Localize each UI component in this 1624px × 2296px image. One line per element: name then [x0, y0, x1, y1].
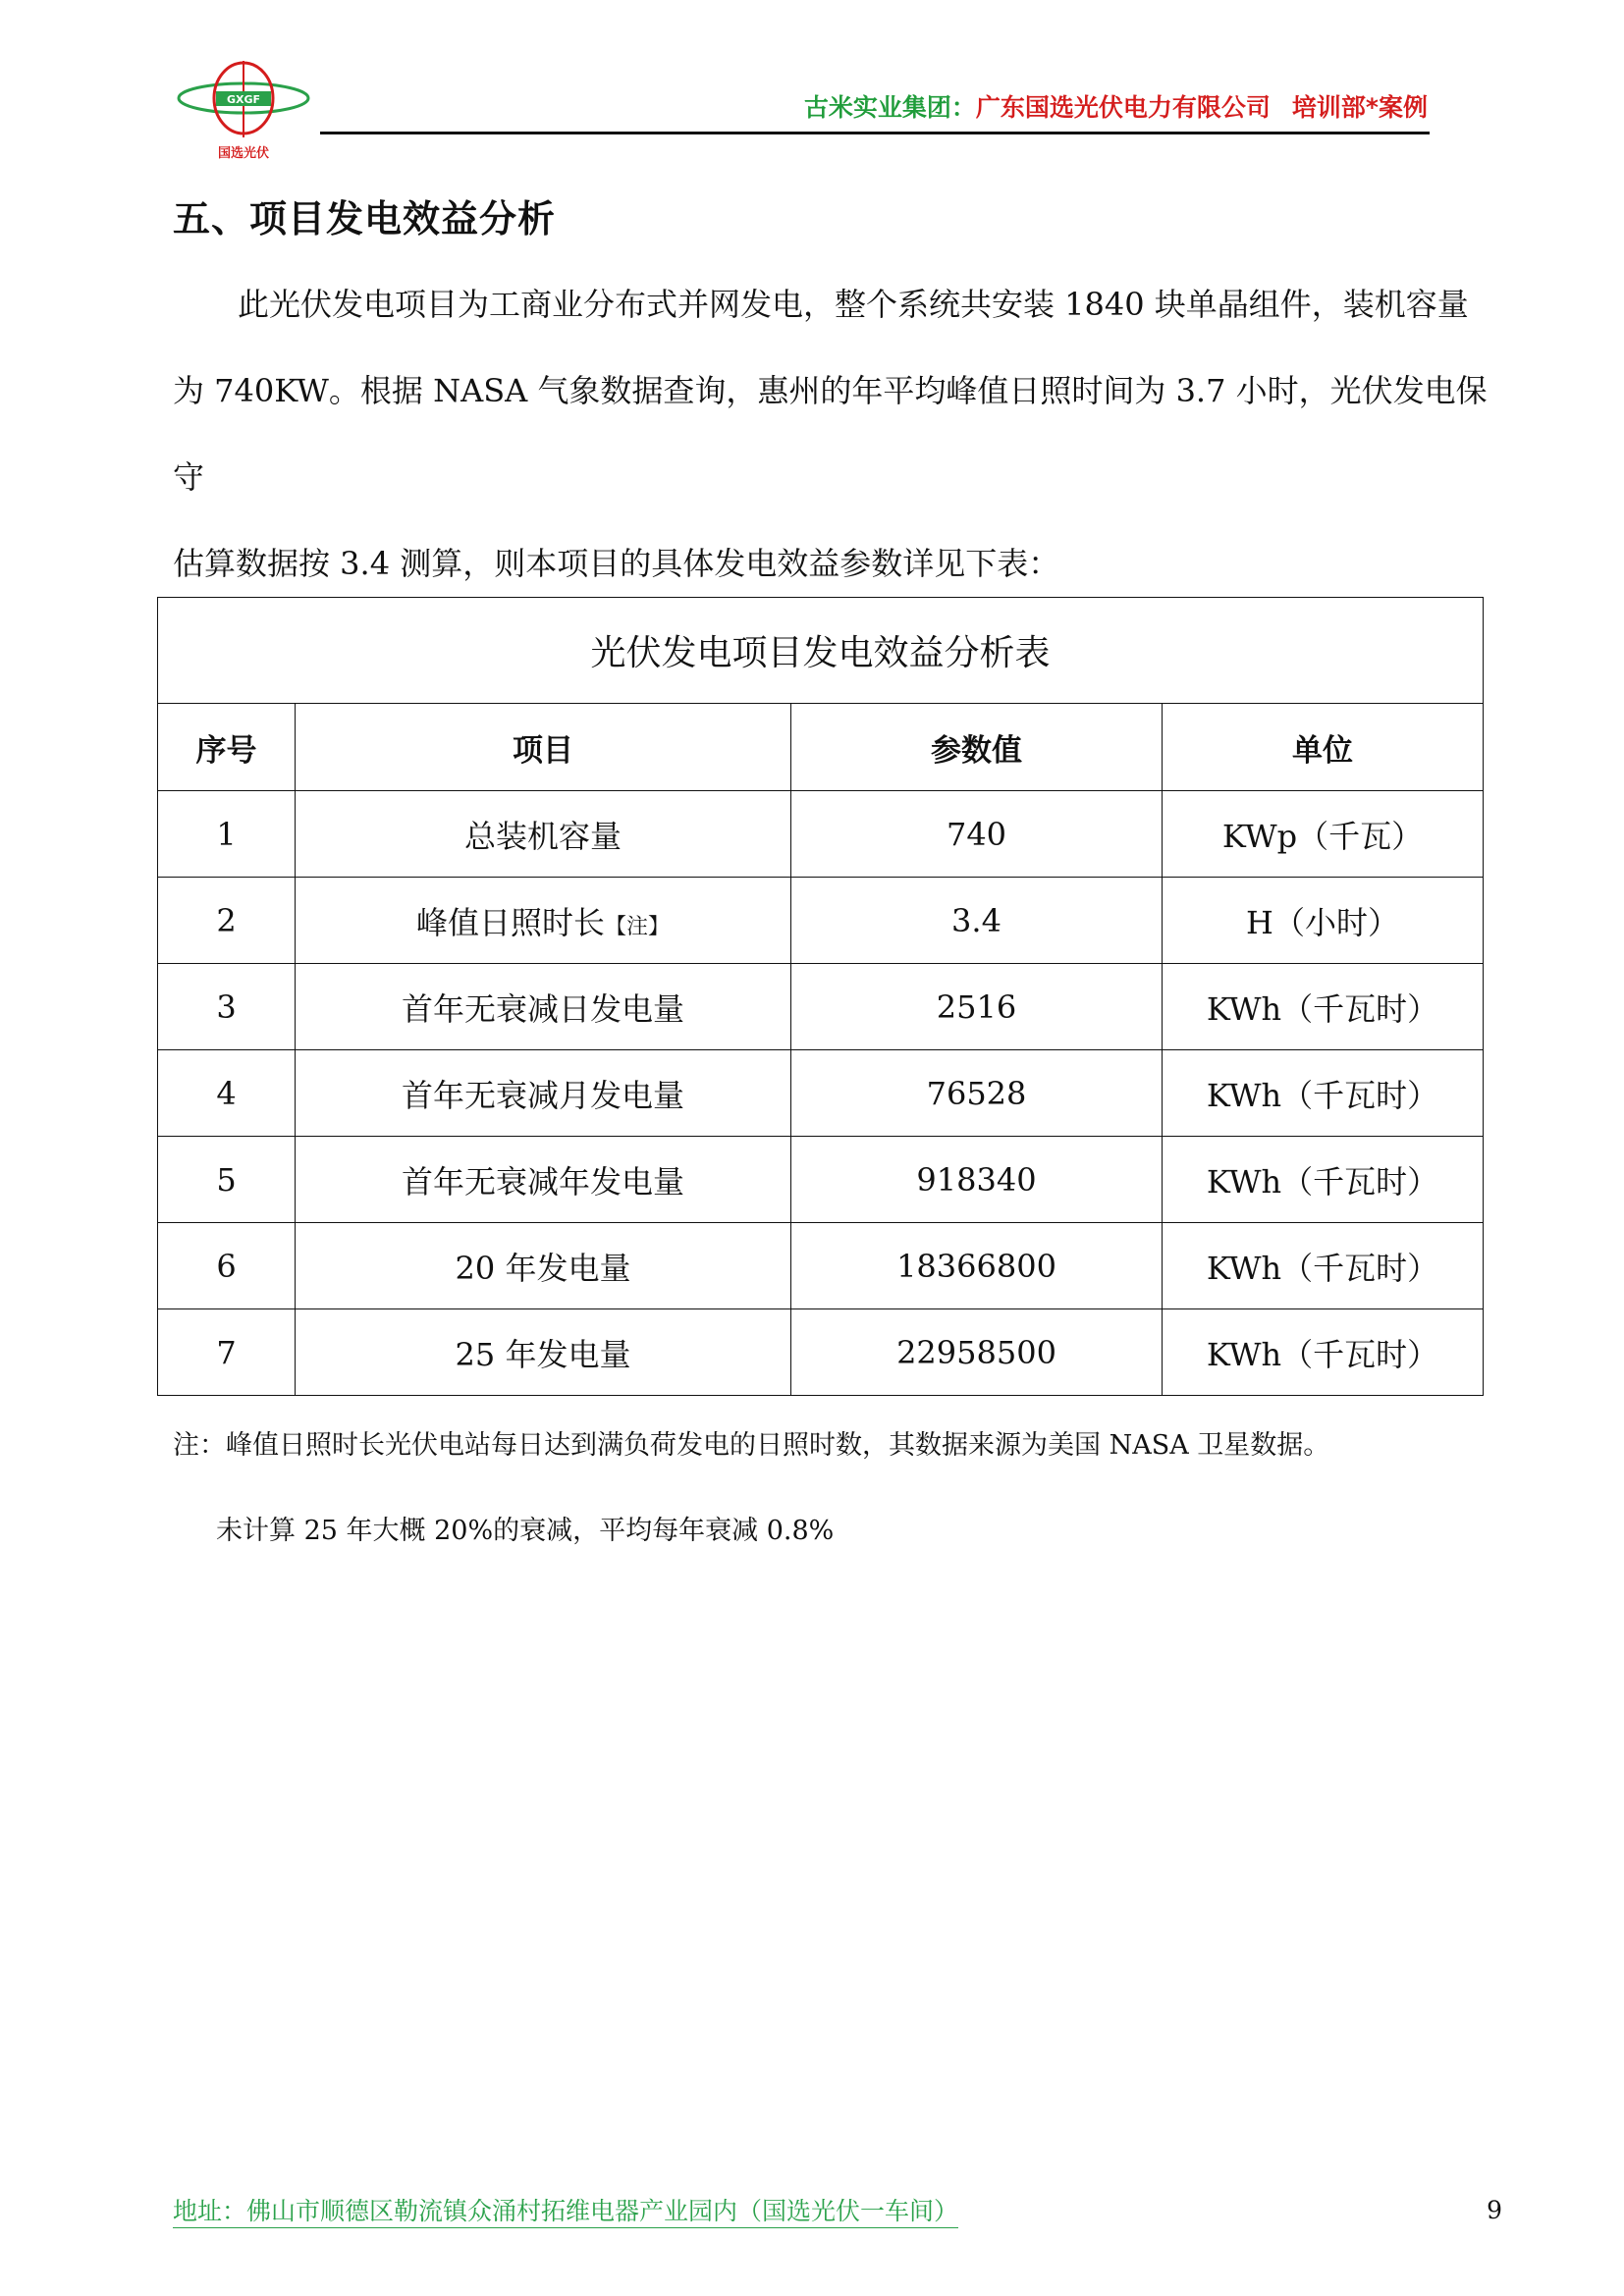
row-item: 首年无衰减日发电量: [296, 964, 791, 1050]
gxgf-logo-icon: [173, 59, 315, 162]
row-value: 3.4: [791, 878, 1163, 964]
section-paragraph: [173, 261, 1503, 607]
paragraph-line-3: 估算数据按 3.4 测算，则本项目的具体发电效益参数详见下表：: [173, 545, 1060, 582]
row-no: 2: [158, 878, 296, 964]
row-item: 首年无衰减月发电量: [296, 1050, 791, 1137]
table-row: [158, 1050, 1484, 1137]
table-footnote: 注：峰值日照时长光伏电站每日达到满负荷发电的日照时数，其数据来源为美国 NASA 卫星数据。: [173, 1430, 1330, 1461]
row-value: 18366800: [791, 1223, 1163, 1309]
svg-text:国选光伏: 国选光伏: [217, 146, 270, 161]
table-row: [158, 1137, 1484, 1223]
row-item: 峰值日照时长: [415, 903, 605, 941]
table-row: [158, 964, 1484, 1050]
company-logo: [173, 59, 315, 162]
table-title: 光伏发电项目发电效益分析表: [158, 598, 1484, 704]
row-unit: KWh（千瓦时）: [1163, 1309, 1484, 1396]
table-row: [158, 878, 1484, 964]
row-no: 3: [158, 964, 296, 1050]
row-value: 918340: [791, 1137, 1163, 1223]
row-no: 1: [158, 791, 296, 878]
row-no: 6: [158, 1223, 296, 1309]
row-unit: KWp（千瓦）: [1163, 791, 1484, 878]
footer-address: 地址：佛山市顺德区勒流镇众涌村拓维电器产业园内（国选光伏一车间）: [173, 2196, 958, 2228]
row-unit: KWh（千瓦时）: [1163, 1223, 1484, 1309]
row-item-cell: [296, 878, 791, 964]
row-item: 首年无衰减年发电量: [296, 1137, 791, 1223]
row-unit: H（小时）: [1163, 878, 1484, 964]
row-item: 20 年发电量: [296, 1223, 791, 1309]
header-group-name: 古米实业集团：: [803, 93, 976, 122]
paragraph-line-2: 为 740KW。根据 NASA 气象数据查询，惠州的年平均峰值日照时间为 3.7 小时，光伏发电保守: [173, 372, 1488, 496]
header-cell-value: 参数值: [791, 704, 1163, 791]
row-no: 7: [158, 1309, 296, 1396]
benefit-table: [157, 597, 1483, 1396]
header-department: 培训部*案例: [1291, 93, 1428, 122]
header-company-line: [804, 88, 1428, 124]
row-value: 740: [791, 791, 1163, 878]
row-item: 总装机容量: [296, 791, 791, 878]
table-row: [158, 791, 1484, 878]
row-no: 4: [158, 1050, 296, 1137]
row-unit: KWh（千瓦时）: [1163, 1050, 1484, 1137]
row-no: 5: [158, 1137, 296, 1223]
table-row: [158, 1223, 1484, 1309]
table-row: [158, 1309, 1484, 1396]
row-value: 76528: [791, 1050, 1163, 1137]
decay-note: 未计算 25 年大概 20%的衰减，平均每年衰减 0.8%: [216, 1516, 835, 1546]
header-cell-item: 项目: [296, 704, 791, 791]
row-value: 2516: [791, 964, 1163, 1050]
row-value: 22958500: [791, 1309, 1163, 1396]
header-cell-unit: 单位: [1163, 704, 1484, 791]
svg-text:GXGF: GXGF: [226, 93, 261, 106]
header-cell-no: 序号: [158, 704, 296, 791]
note-reference: 【注】: [605, 914, 671, 939]
row-unit: KWh（千瓦时）: [1163, 1137, 1484, 1223]
row-unit: KWh（千瓦时）: [1163, 964, 1484, 1050]
row-item: 25 年发电量: [296, 1309, 791, 1396]
header-rule: [320, 132, 1430, 134]
page-number: 9: [1487, 2196, 1502, 2224]
section-title: 五、项目发电效益分析: [173, 197, 557, 240]
paragraph-line-1: 此光伏发电项目为工商业分布式并网发电，整个系统共安装 1840 块单晶组件，装机容量: [238, 286, 1469, 323]
header-company-name: 广东国选光伏电力有限公司: [975, 93, 1271, 122]
